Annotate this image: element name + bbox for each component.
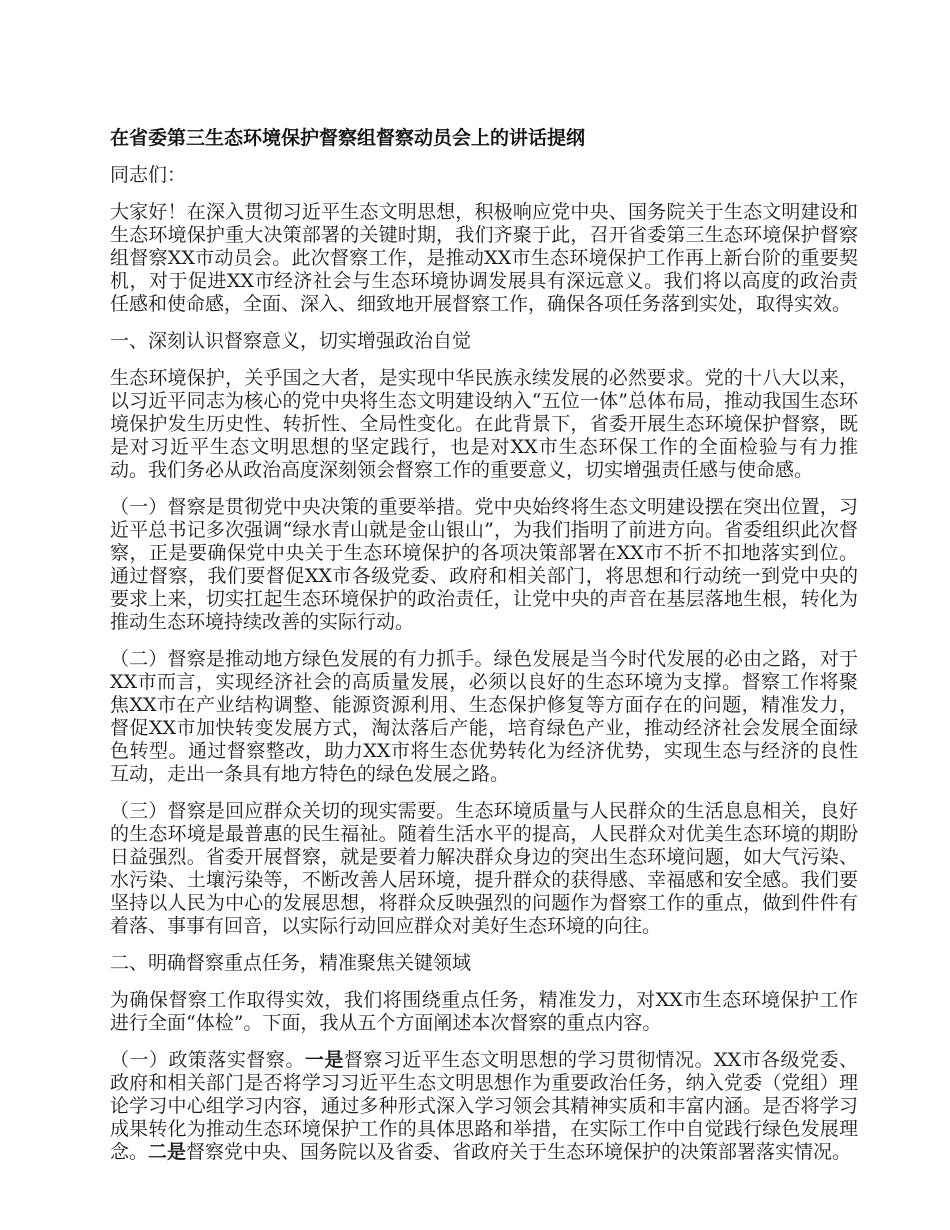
text-run: 生态环境保护，关乎国之大者，是实现中华民族永续发展的必然要求。党的十八大以来，以习近平同志为核心的党中央将生态文明建设纳入“五位一体”总体布局，推动我国生态环境保护发生历史性、转折性、全局性变化。在此背景下，省委开展生态环境保护督察，既是对习近平生态文明思想的坚定践行，也是对XX市生态环保工作的全面检验与有力推动。我们务必从政治高度深刻领会督察工作的重要意义，切实增强责任感与使命感。	[110, 367, 858, 481]
section2-intro-paragraph	[110, 989, 858, 1035]
text-run: 同志们：	[110, 164, 187, 186]
text-run: 二、明确督察重点任务，精准聚焦关键领域	[110, 952, 472, 974]
document-title: 在省委第三生态环境保护督察组督察动员会上的讲话提纲	[110, 127, 586, 149]
text-run: 为确保督察工作取得实效，我们将围绕重点任务，精准发力，对XX市生态环境保护工作进行全面“体检”。下面，我从五个方面阐述本次督察的重点内容。	[110, 989, 858, 1034]
text-run: （二）督察是推动地方绿色发展的有力抓手。绿色发展是当今时代发展的必由之路，对于XX市而言，实现经济社会的高质量发展，必须以良好的生态环境为支撑。督察工作将聚焦XX市在产业结构调整、能源资源利用、生态保护修复等方面存在的问题，精准发力，督促XX市加快转变发展方式，淘汰落后产能，培育绿色产业，推动经济社会发展全面绿色转型。通过督察整改，助力XX市将生态优势转化为经济优势，实现生态与经济的良性互动，走出一条具有地方特色的绿色发展之路。	[110, 648, 858, 785]
text-run: （三）督察是回应群众关切的现实需要。生态环境质量与人民群众的生活息息相关，良好的生态环境是最普惠的民生福祉。随着生活水平的提高，人民群众对优美生态环境的期盼日益强烈。省委开展督察，就是要着力解决群众身边的突出生态环境问题，如大气污染、水污染、土壤污染等，不断改善人居环境，提升群众的获得感、幸福感和安全感。我们要坚持以人民为中心的发展思想，将群众反映强烈的问题作为督察工作的重点，做到件件有着落、事事有回音，以实际行动回应群众对美好生态环境的向往。	[110, 800, 858, 937]
section1-intro-paragraph	[110, 367, 858, 482]
bold-run: 一是	[304, 1049, 344, 1071]
section-heading-1	[110, 330, 858, 353]
section-heading-2	[110, 952, 858, 975]
section2-point1-paragraph	[110, 1049, 858, 1164]
document-body	[110, 126, 858, 1178]
section1-point2-paragraph	[110, 648, 858, 786]
opening-paragraph	[110, 201, 858, 316]
document-blocks	[110, 164, 858, 1164]
text-run: 督察党中央、国务院以及省委、省政府关于生态环境保护的决策部署落实情况。	[186, 1141, 852, 1163]
text-run: 一、深刻认识督察意义，切实增强政治自觉	[110, 330, 472, 352]
bold-run: 二是	[148, 1141, 187, 1163]
greeting-line	[110, 164, 858, 187]
text-run: （一）督察是贯彻党中央决策的重要举措。党中央始终将生态文明建设摆在突出位置，习近平总书记多次强调“绿水青山就是金山银山”，为我们指明了前进方向。省委组织此次督察，正是要确保党中央关于生态环境保护的各项决策部署在XX市不折不扣地落实到位。通过督察，我们要督促XX市各级党委、政府和相关部门，将思想和行动统一到党中央的要求上来，切实扛起生态环境保护的政治责任，让党中央的声音在基层落地生根，转化为推动生态环境持续改善的实际行动。	[110, 496, 858, 633]
text-run: （一）政策落实督察。	[110, 1049, 305, 1071]
text-run: 大家好！在深入贯彻习近平生态文明思想，积极响应党中央、国务院关于生态文明建设和生态环境保护重大决策部署的关键时期，我们齐聚于此，召开省委第三生态环境保护督察组督察XX市动员会。此次督察工作，是推动XX市生态环境保护工作再上新台阶的重要契机，对于促进XX市经济社会与生态环境协调发展具有深远意义。我们将以高度的政治责任感和使命感，全面、深入、细致地开展督察工作，确保各项任务落到实处，取得实效。	[110, 201, 858, 315]
section1-point1-paragraph	[110, 496, 858, 634]
section1-point3-paragraph	[110, 800, 858, 938]
text-run: 督察习近平生态文明思想的学习贯彻情况。XX市各级党委、政府和相关部门是否将学习习近平生态文明思想作为重要政治任务，纳入党委（党组）理论学习中心组学习内容，通过多种形式深入学习领会其精神实质和丰富内涵。是否将学习成果转化为推动生态环境保护工作的具体思路和举措，在实际工作中自觉践行绿色发展理念。	[110, 1049, 858, 1163]
